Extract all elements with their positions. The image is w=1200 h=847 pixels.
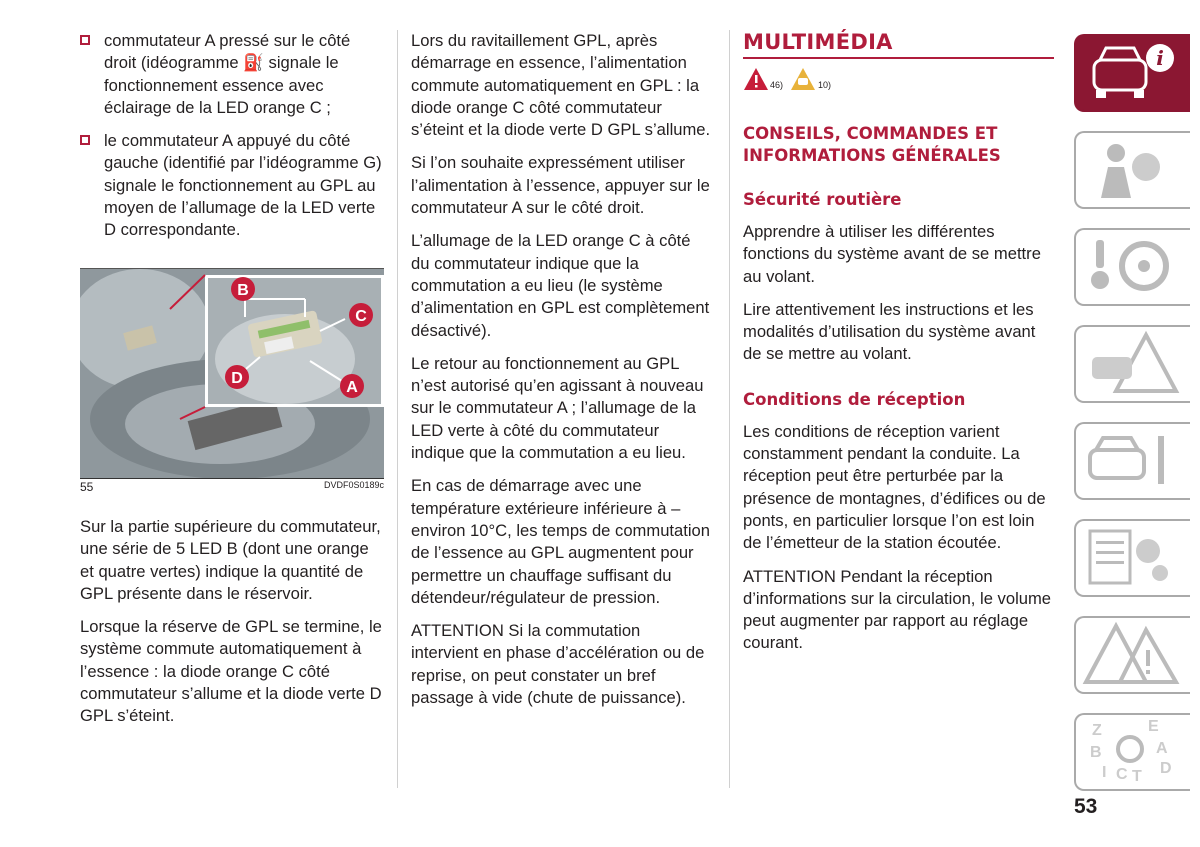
airbag-icon (1076, 133, 1186, 205)
switch-figure (80, 268, 384, 479)
column-1-bottom (80, 516, 386, 739)
heading-conditions-reception: Conditions de réception (743, 389, 966, 409)
warning-refs (743, 67, 1054, 93)
figure-number: 55 (80, 480, 94, 494)
subsection-title: CONSEILS, COMMANDES ET INFORMATIONS GÉNÉRALES (743, 124, 1001, 165)
svg-text:B: B (1090, 744, 1102, 761)
alphabet-index-icon (1076, 715, 1186, 787)
tab-technical-data[interactable] (1074, 519, 1190, 597)
paragraph: Si l’on souhaite expressément utiliser l’alimentation à l’essence, appuyer sur le commutateur A sur le côté droit. (411, 153, 710, 218)
svg-text:I: I (1102, 764, 1107, 781)
paragraph: ATTENTION Si la commutation intervient en phase d’accélération ou de reprise, on peut constater un bref passage à vide (chute de puissance). (411, 621, 705, 708)
checkbox-bullet-icon (80, 35, 90, 45)
tab-safety[interactable] (1074, 131, 1190, 209)
tab-starting-driving[interactable] (1074, 228, 1190, 306)
danger-warning-icon (743, 67, 769, 91)
figure-code: DVDF0S0189c (323, 480, 384, 490)
tab-car-info[interactable] (1074, 34, 1190, 112)
accident-warning-icon (1076, 327, 1186, 399)
paragraph: En cas de démarrage avec une température extérieure inférieure à –environ 10°C, les temps de commutation de l’essence au GPL augmentent pour permettre un chauffage suffisant du détendeur/régulateur de pression. (411, 476, 711, 607)
tab-index[interactable] (1074, 713, 1190, 791)
svg-text:A: A (1156, 740, 1168, 757)
steering-wheel-icon (1076, 230, 1186, 302)
console-illustration (80, 269, 384, 479)
checkbox-bullet-icon (80, 135, 90, 145)
svg-text:C: C (1116, 766, 1128, 783)
section-title: MULTIMÉDIA (743, 30, 893, 54)
paragraph: Lire attentivement les instructions et les modalités d’utilisation du système avant de se mettre au volant. (743, 299, 1036, 364)
title-rule (743, 57, 1054, 59)
page-number: 53 (1074, 795, 1098, 818)
bullet-item: commutateur A pressé sur le côté droit (idéogramme ⛽ signale le fonctionnement essence avec éclairage de la LED orange C ; (80, 30, 386, 119)
multimedia-warning-icon (1076, 618, 1186, 690)
bullet-item: le commutateur A appuyé du côté gauche (identifié par l’idéogramme G) signale le fonctionnement au GPL au moyen de l’allumage de la LED verte D correspondante. (80, 130, 386, 241)
paragraph: Lors du ravitaillement GPL, après démarrage en essence, l’alimentation commute automatiquement en GPL : la diode orange C côté commutateur s’éteint et la diode verte D GPL s’allume. (411, 31, 711, 140)
paragraph: Sur la partie supérieure du commutateur, une série de 5 LED B (dont une orange et quatre vertes) indique la quantité de GPL présente dans le réservoir. (80, 517, 381, 603)
paragraph: Lorsque la réserve de GPL se termine, le système commute automatiquement à l’essence : la diode orange C côté commutateur s’allume et la diode verte D GPL s’éteint. (80, 617, 382, 726)
svg-text:T: T (1132, 768, 1142, 785)
specifications-icon (1076, 521, 1186, 593)
column-1 (80, 30, 386, 253)
warning-ref: 46) (770, 80, 784, 90)
svg-text:E: E (1148, 718, 1159, 735)
tab-emergency[interactable] (1074, 325, 1190, 403)
paragraph: Le retour au fonctionnement au GPL n’est autorisé qu’en agissant à nouveau sur le commutateur A ; l’allumage de la LED verte à côté du commutateur indique que la commutation a eu lieu. (411, 353, 704, 463)
svg-text:i: i (1156, 46, 1164, 70)
paragraph: L’allumage de la LED orange C à côté du commutateur indique que la commutation a eu lieu (le système d’alimentation en GPL est complètement désactivé). (411, 231, 710, 340)
warning-ref: 10) (818, 80, 832, 90)
column-2 (411, 30, 711, 720)
caution-hand-icon (790, 67, 816, 91)
callout-d: D (231, 370, 243, 387)
paragraph: Les conditions de réception varient constamment pendant la conduite. La réception peut être perturbée par la présence de montagnes, d’édifices ou de ponts, en particulier lorsque l’on est loin de l’émetteur de la station écoutée. (743, 421, 1046, 553)
car-service-icon (1076, 424, 1186, 496)
column-divider (397, 30, 398, 788)
figure-caption (80, 478, 384, 495)
svg-text:Z: Z (1092, 722, 1102, 739)
callout-c: C (355, 308, 367, 325)
column-3 (743, 30, 1054, 666)
tab-maintenance[interactable] (1074, 422, 1190, 500)
callout-b: B (237, 282, 249, 299)
svg-text:D: D (1160, 760, 1172, 777)
tab-multimedia[interactable] (1074, 616, 1190, 694)
car-info-icon (1076, 36, 1186, 108)
callout-a: A (346, 379, 358, 396)
paragraph: ATTENTION Pendant la réception d’informations sur la circulation, le volume peut augmenter par rapport au réglage courant. (743, 566, 1052, 653)
paragraph: Apprendre à utiliser les différentes fonctions du système avant de se mettre au volant. (743, 222, 1041, 286)
heading-securite-routiere: Sécurité routière (743, 190, 902, 209)
column-divider (729, 30, 730, 788)
